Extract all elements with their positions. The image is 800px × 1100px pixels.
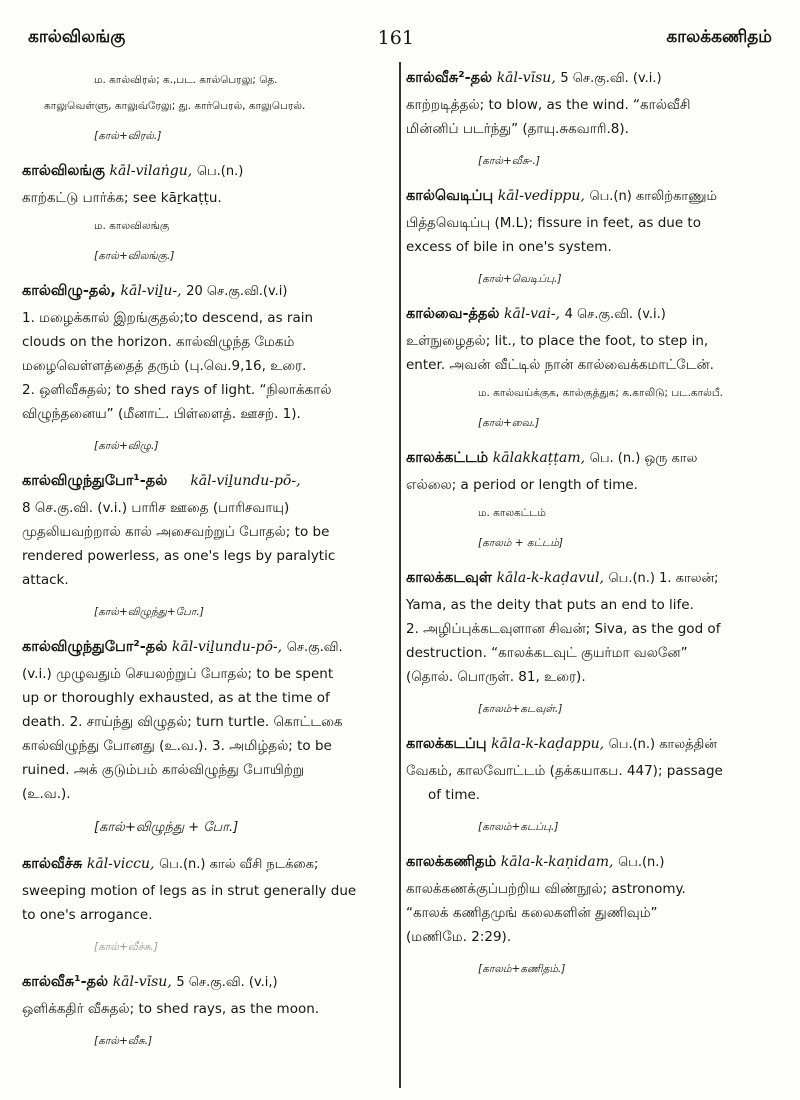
etymology: [கால்+வீசு-.] [478, 155, 540, 167]
headword: காலக்கட்டம் [406, 450, 489, 466]
transliteration: kāl-vilaṅgu, [109, 163, 193, 179]
headword-line [22, 279, 392, 304]
dictionary-entry [406, 850, 784, 976]
definition-line: எல்லை; a period or length of time. [406, 477, 638, 493]
definition-line: to one's arrogance. [22, 907, 153, 923]
definition-line: காலக்கணக்குப்பற்றிய விண்நூல்; astronomy. [406, 881, 686, 897]
definition-line: கால்விழுந்து போனது (உ.வ.). 3. அமிழ்தல்; to be [22, 738, 332, 754]
definition-line: rendered powerless, as one's legs by paralytic [22, 548, 336, 564]
definition-line: காற்றடித்தல்; to blow, as the wind. “கால்வீசி [406, 97, 691, 113]
dictionary-entry [406, 302, 784, 430]
definition-line: மின்னிப் படர்ந்து” (தாயு.சுகவாரி.8). [406, 121, 629, 137]
transliteration: kāl-viḻundu-pō-, [171, 639, 283, 655]
cognates: ம. கால்வய்க்குக, கால்குத்துக; க.காலிடு; பட.கால்பீ. [478, 387, 723, 399]
transliteration: kāl-vīsu, [112, 974, 172, 990]
grammar: 5 செ.கு.வி. (v.i,) [176, 975, 278, 990]
running-head-right: காலக்கணிதம் [666, 27, 772, 47]
headword: காலக்கணிதம் [406, 854, 497, 870]
dictionary-entry [406, 732, 784, 834]
grammar: பெ. (n.) ஒரு கால [589, 451, 698, 466]
etymology: [கால்+வீச்சு.] [94, 941, 158, 953]
grammar: 20 செ.கு.வி.(v.i) [186, 284, 288, 299]
headword: காலக்கடவுள் [406, 570, 492, 586]
transliteration: kāl-vedippu, [497, 188, 585, 204]
definition-line: death. 2. சாய்ந்து விழுதல்; turn turtle. கொட்டகை [22, 714, 343, 730]
headword: காலக்கடப்பு [406, 736, 487, 752]
page-number: 161 [377, 27, 414, 49]
definition-line: (தொல். பொருள். 81, உரை). [406, 669, 586, 685]
dictionary-entry [22, 635, 392, 836]
definition-line: (மணிமே. 2:29). [406, 929, 512, 945]
cognates: ம. காலகட்டம் [478, 507, 546, 519]
transliteration: kāl-viḻu-, [120, 283, 182, 299]
etymology: [கால்+விழுந்து + போ.] [94, 820, 239, 835]
transliteration: kāl-viccu, [86, 856, 155, 872]
grammar: பெ.(n) காலிற்காணும் [589, 189, 717, 204]
etymology: [கால்+விழுந்து+போ.] [94, 606, 204, 618]
page-header [28, 18, 772, 58]
headword: கால்விழு-தல், [22, 283, 116, 299]
headword-line [22, 970, 392, 995]
headword-line [406, 566, 784, 591]
definition-line: 2. ஒளிவீசுதல்; to shed rays of light. “நிலாக்கால் [22, 382, 332, 398]
headword: கால்வீசு²-தல் [406, 70, 493, 86]
etymology: [கால்+விழு.] [94, 440, 159, 452]
dictionary-entry [22, 279, 392, 453]
left-column [22, 66, 392, 1064]
definition-line: முதலியவற்றால் கால் அசைவற்றுப் போதல்; to be [22, 524, 330, 540]
definition-line: destruction. “காலக்கடவுட் குயர்மா வலனே” [406, 645, 688, 661]
etymology: [காலம்+கணிதம்.] [478, 963, 566, 975]
headword-line [406, 302, 784, 327]
headword-line [406, 446, 784, 471]
grammar: 4 செ.கு.வி. (v.i.) [564, 307, 666, 322]
dictionary-entry [406, 446, 784, 550]
cognates: ம. கால்விரல்; க.,பட. கால்பெரலு; தெ. [94, 74, 278, 86]
headword-line [406, 732, 784, 757]
headword: கால்விழுந்துபோ²-தல் [22, 639, 168, 655]
transliteration: kāla-k-kaṇidam, [500, 854, 614, 870]
dictionary-entry [406, 184, 784, 286]
transliteration: kālakkaṭṭam, [492, 450, 586, 466]
definition-line: (v.i.) முழுவதும் செயலற்றுப் போதல்; to be spent [22, 666, 334, 682]
definition-line: (உ.வ.). [22, 786, 71, 802]
transliteration: kāla-k-kaḍavul, [496, 570, 604, 586]
etymology: [காலம் + கட்டம்] [478, 537, 563, 549]
headword: கால்விலங்கு [22, 163, 105, 179]
definition-line: 1. மழைக்கால் இறங்குதல்;to descend, as rain [22, 310, 314, 326]
cognates: காலுவெள்ளு, காலுவ்ரேலு; து. கார்பெரல், காலுபெரல். [44, 100, 306, 112]
etymology: [கால்+வீசு.] [94, 1035, 153, 1047]
definition-line: 8 செ.கு.வி. (v.i.) பாரிச ஊதை (பாரிசவாயு) [22, 500, 290, 516]
definition-line: உள்நுழைதல்; lit., to place the foot, to step in, [406, 333, 709, 349]
definition-line: up or thoroughly exhausted, as at the time of [22, 690, 330, 706]
dictionary-entry [22, 70, 392, 143]
definition-line: 2. அழிப்புக்கடவுளான சிவன்; Siva, as the god of [406, 621, 721, 637]
headword-line [22, 852, 392, 877]
etymology: [கால்+விரல்.] [94, 130, 162, 142]
dictionary-entry [406, 566, 784, 716]
headword: கால்விழுந்துபோ¹-தல் [22, 473, 168, 489]
dictionary-entry [406, 66, 784, 168]
grammar: பெ.(n.) காலத்தின் [608, 737, 717, 752]
etymology: [கால்+விலங்கு.] [94, 250, 175, 262]
dictionary-entry [22, 852, 392, 954]
headword-line [406, 184, 784, 209]
headword: கால்வெடிப்பு [406, 188, 494, 204]
headword: கால்வீசு¹-தல் [22, 974, 109, 990]
definition-line: enter. அவன் வீட்டில் நான் கால்வைக்கமாட்டேன். [406, 357, 714, 373]
definition-line: பித்தவெடிப்பு (M.L); fissure in feet, as due to [406, 215, 701, 231]
definition-line: ஒளிக்கதிர் வீசுதல்; to shed rays, as the moon. [22, 1001, 320, 1017]
definition-line: “காலக் கணிதமுங் கலைகளின் துணிவும்” [406, 905, 658, 921]
dictionary-entry [22, 469, 392, 619]
grammar: பெ.(n.) [196, 164, 244, 179]
headword-line [22, 159, 392, 184]
definition-line: ruined. அக் குடும்பம் கால்விழுந்து போயிற்று [22, 762, 305, 778]
transliteration: kāl-vai-, [504, 306, 560, 322]
grammar: பெ.(n.) [618, 855, 665, 870]
definition-line: மழைவெள்ளத்தைத் தரும் (பு.வெ.9,16, உரை. [22, 358, 307, 374]
definition-line: விழுந்தனைய” (மீனாட். பிள்ளைத். ஊசற். 1). [22, 406, 301, 422]
cognates: ம. காலவிலங்கு [94, 220, 170, 232]
transliteration: kāl-vīsu, [496, 70, 556, 86]
headword: கால்வை-த்தல் [406, 306, 500, 322]
headword-line [22, 635, 392, 660]
headword-line [406, 66, 784, 91]
grammar: பெ.(n.) கால் வீசி நடக்கை; [159, 857, 319, 872]
definition-line: sweeping motion of legs as in strut generally due [22, 883, 357, 899]
transliteration: kāl-viḻundu-pō-, [190, 473, 301, 489]
grammar: செ.கு.வி. [286, 640, 343, 655]
etymology: [காலம்+கடவுள்.] [478, 703, 563, 715]
definition-line: of time. [428, 787, 481, 803]
right-column [406, 66, 784, 992]
column-divider [399, 62, 401, 1088]
headword-line [406, 850, 784, 875]
grammar: 5 செ.கு.வி. (v.i.) [560, 71, 662, 86]
headword-line [22, 469, 392, 494]
grammar: பெ.(n.) 1. காலன்; [608, 571, 719, 586]
definition-line: clouds on the horizon. கால்விழுந்த மேகம் [22, 334, 295, 350]
headword: கால்வீச்சு [22, 856, 83, 872]
dictionary-entry [22, 159, 392, 263]
definition-line: காற்கட்டு பார்க்க; see kāṟkaṭṭu. [22, 190, 222, 206]
transliteration: kāla-k-kaḍappu, [491, 736, 605, 752]
running-head-left: கால்விலங்கு [28, 27, 126, 47]
definition-line: வேகம், காலவோட்டம் (தக்கயாகப. 447); passage [406, 763, 723, 779]
definition-line: Yama, as the deity that puts an end to life. [406, 597, 694, 613]
etymology: [கால்+வெடிப்பு.] [478, 273, 562, 285]
etymology: [கால்+வை.] [478, 417, 540, 429]
etymology: [காலம்+கடப்பு.] [478, 821, 559, 833]
definition-line: excess of bile in one's system. [406, 239, 612, 255]
dictionary-entry [22, 970, 392, 1048]
definition-line: attack. [22, 572, 69, 588]
